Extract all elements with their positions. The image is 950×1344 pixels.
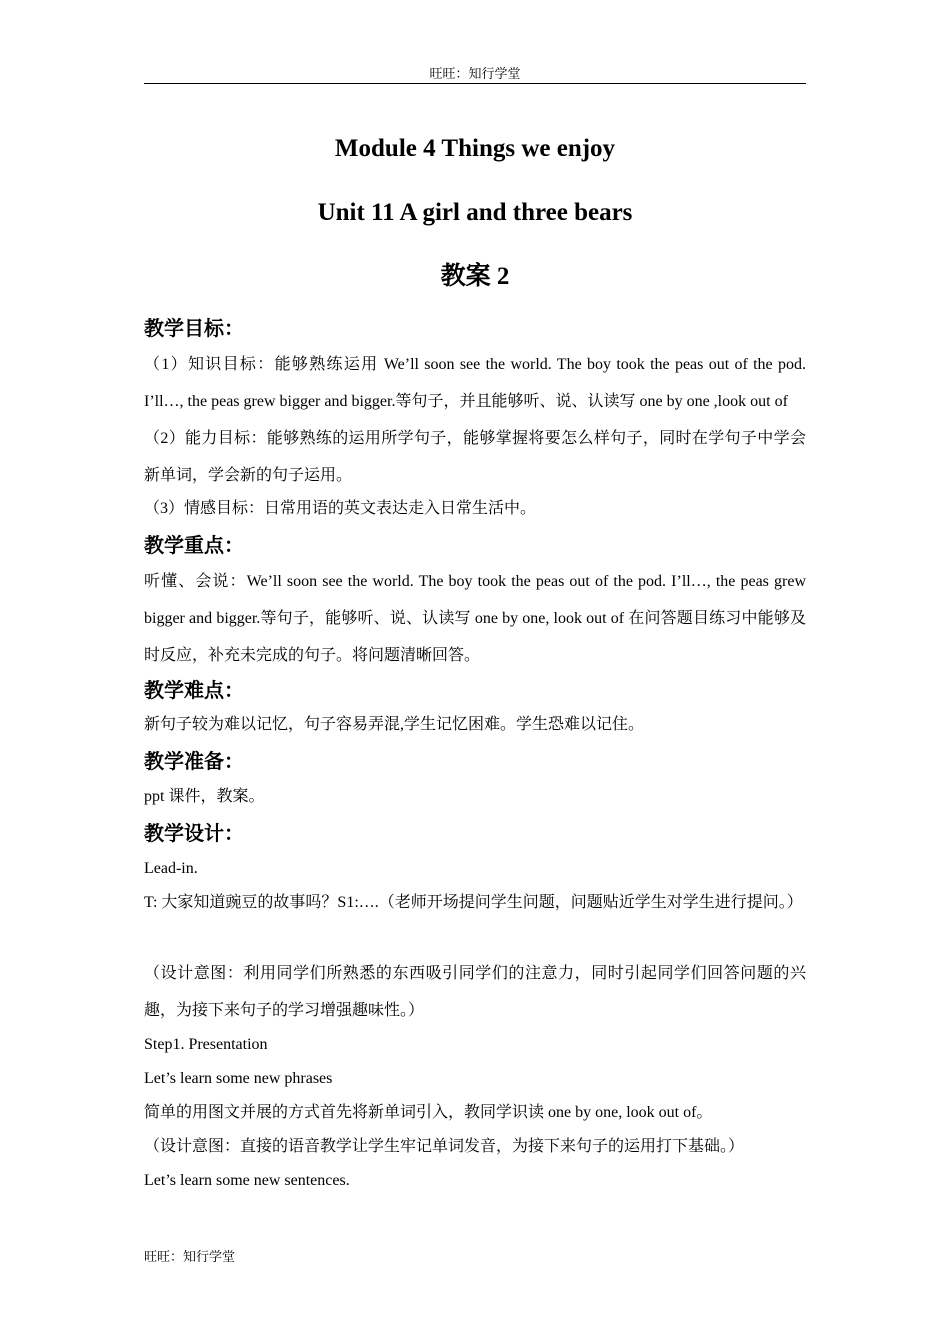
module-title: Module 4 Things we enjoy	[334, 135, 616, 162]
objectives-heading: 教学目标：	[144, 316, 244, 340]
difficulties-text: 新句子较为难以记忆，句子容易弄混,学生记忆困难。学生恐难以记住。	[144, 716, 645, 733]
header-divider	[144, 83, 806, 84]
teaching-method: 简单的用图文并展的方式首先将新单词引入，教同学识读 one by one, look out of。	[144, 1104, 713, 1121]
new-phrases-label: Let’s learn some new phrases	[144, 1070, 333, 1087]
lead-in-label: Lead-in.	[144, 860, 198, 877]
step1-presentation: Step1. Presentation	[144, 1036, 268, 1053]
design-intent-2: （设计意图：直接的语音教学让学生牢记单词发音，为接下来句子的运用打下基础。）	[144, 1138, 745, 1155]
lesson-plan-title: 教案 2	[440, 263, 510, 290]
new-sentences-label: Let’s learn some new sentences.	[144, 1172, 350, 1189]
key-points-heading: 教学重点：	[144, 533, 244, 557]
preparation-heading: 教学准备：	[144, 749, 244, 773]
design-heading: 教学设计：	[144, 821, 244, 845]
difficulties-heading: 教学难点：	[144, 678, 244, 702]
objective-ability: （2）能力目标：能够熟练的运用所学句子，能够掌握将要怎么样句子，同时在学句子中学会新单词，学会新的句子运用。	[144, 430, 806, 484]
page-header: 旺旺：知行学堂	[429, 66, 521, 81]
objective-emotion: （3）情感目标：日常用语的英文表达走入日常生活中。	[144, 500, 537, 517]
key-points-text: 听懂、会说：We’ll soon see the world. The boy took the peas out of the pod. I’ll…, the peas grew bigger and bigger.等句子，能够听、说、认读写 one by one, look out of 在问答题目练习中能够及时反应，补充未完成的句子。将问题清晰回答。	[144, 573, 806, 664]
preparation-text: ppt 课件，教案。	[144, 788, 265, 805]
page-footer: 旺旺：知行学堂	[144, 1249, 236, 1264]
objective-knowledge: （1）知识目标：能够熟练运用 We’ll soon see the world. The boy took the peas out of the pod. I’ll…, the peas grew bigger and bigger.等句子，并且能够听、说、认读写 one by one ,look out of	[144, 356, 806, 410]
teacher-question: T: 大家知道豌豆的故事吗？S1:….（老师开场提问学生问题，问题贴近学生对学生进行提问。）	[144, 894, 803, 911]
unit-title: Unit 11 A girl and three bears	[317, 199, 633, 226]
design-intent-1: （设计意图：利用同学们所熟悉的东西吸引同学们的注意力，同时引起同学们回答问题的兴趣，为接下来句子的学习增强趣味性。）	[144, 965, 806, 1019]
